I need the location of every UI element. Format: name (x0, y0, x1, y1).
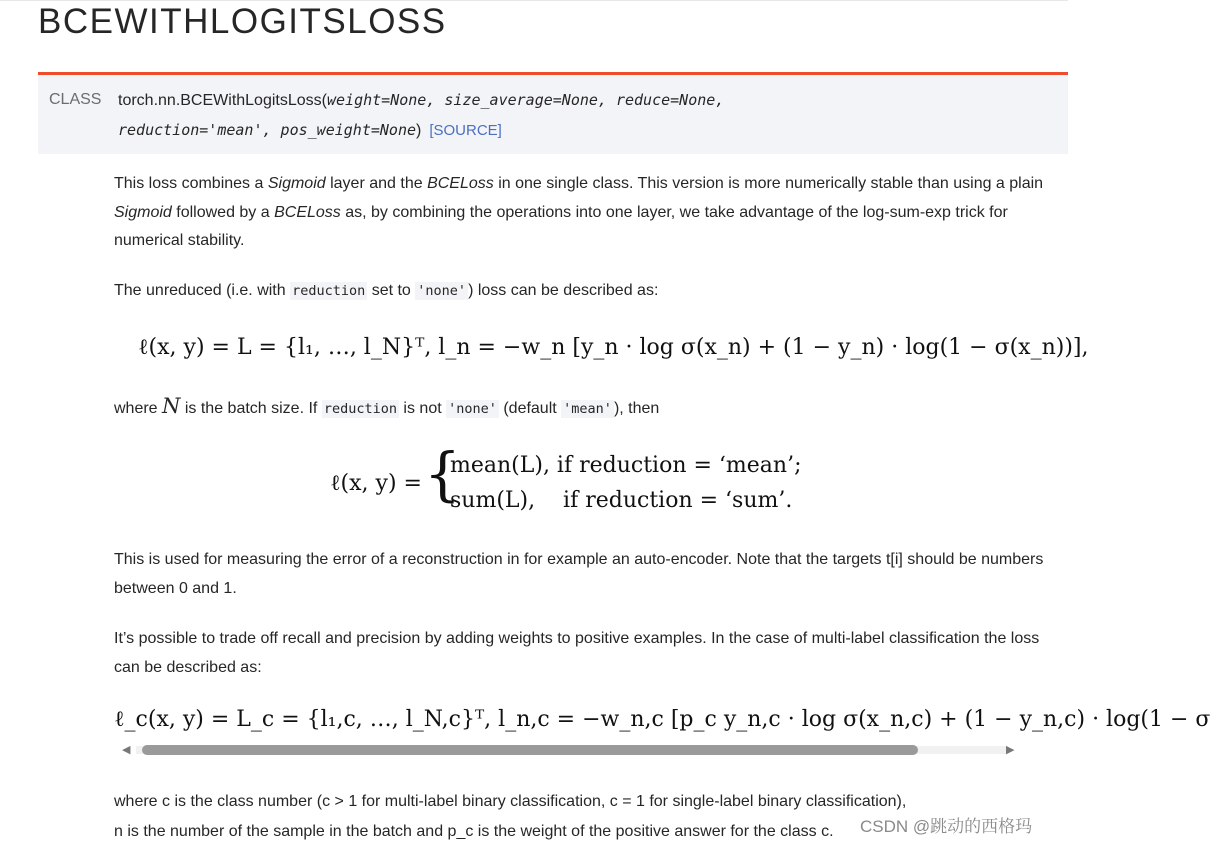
source-link[interactable]: [SOURCE] (429, 122, 502, 139)
signature-line-2: reduction='mean', pos_weight=None) [SOURCE] (118, 121, 502, 139)
equation-multilabel-loss: ℓ_c(x, y) = L_c = {l₁,c, …, l_N,c}ᵀ, l_n,c = −w_n,c [p_c y_n,c · log σ(x_n,c) + (1 − y_n,c) · log(1 − σ (114, 707, 1210, 732)
equation-case-sum: sum(L), if reduction = ‘sum’. (450, 488, 793, 513)
paragraph-intro: This loss combines a Sigmoid layer and the BCELoss in one single class. This version is more numerically stable than using a plain Sigmoid followed by a BCELoss as, by combining the operations into one layer, we take advantage of the log-sum-exp trick for numerical stability. (114, 175, 1044, 249)
params-line-1: weight=None, size_average=None, reduce=None, (326, 91, 725, 109)
equation-case-mean: mean(L), if reduction = ‘mean’; (450, 453, 802, 478)
signature-line-1: torch.nn.BCEWithLogitsLoss(weight=None, size_average=None, reduce=None, (118, 91, 725, 109)
equation-reduction-lhs: ℓ(x, y) = (330, 471, 422, 496)
code-reduction: reduction (292, 283, 366, 299)
paragraph-pos-weight: It’s possible to trade off recall and precision by adding weights to positive examples. In the case of multi-label classification the loss can be described as: (114, 630, 1040, 676)
code-none: 'none' (417, 283, 467, 299)
paragraph-class-number-2: n is the number of the sample in the batch and p_c is the weight of the positive answer for the class c. (114, 823, 834, 840)
cases-brace: { (424, 440, 461, 508)
paragraph-batch-size: where N is the batch size. If reduction is not 'none' (default 'mean' ), then (114, 394, 660, 418)
paragraph-autoencoder: This is used for measuring the error of a reconstruction in for example an auto-encoder. Note that the targets t[i] should be numbers between 0 and 1. (114, 551, 1044, 597)
sigmoid-term: Sigmoid (267, 175, 326, 192)
class-signature-block (38, 72, 1068, 154)
equation-horizontal-scrollbar[interactable] (114, 742, 1020, 758)
paragraph-class-number-1: where c is the class number (c > 1 for multi-label binary classification, c = 1 for single-label binary classification), (114, 793, 907, 810)
class-keyword: CLASS (49, 91, 102, 108)
top-divider (0, 0, 1068, 1)
equation-unreduced-loss: ℓ(x, y) = L = {l₁, …, l_N}ᵀ, l_n = −w_n [y_n · log σ(x_n) + (1 − y_n) · log(1 − σ(x_n))], (138, 335, 1089, 360)
paragraph-unreduced: The unreduced (i.e. with reduction set to 'none' ) loss can be described as: (114, 282, 659, 299)
class-name: torch.nn.BCEWithLogitsLoss (118, 92, 322, 109)
bceloss-term: BCELoss (427, 175, 494, 192)
scroll-right-arrow-icon[interactable]: ▶ (1006, 744, 1015, 756)
page-title: BCEWITHLOGITSLOSS (38, 2, 447, 41)
csdn-watermark: CSDN @跳动的西格玛 (860, 817, 1033, 836)
params-line-2: reduction='mean', pos_weight=None (118, 121, 417, 139)
scroll-left-arrow-icon[interactable]: ◀ (122, 744, 131, 756)
scroll-thumb[interactable] (142, 745, 918, 755)
